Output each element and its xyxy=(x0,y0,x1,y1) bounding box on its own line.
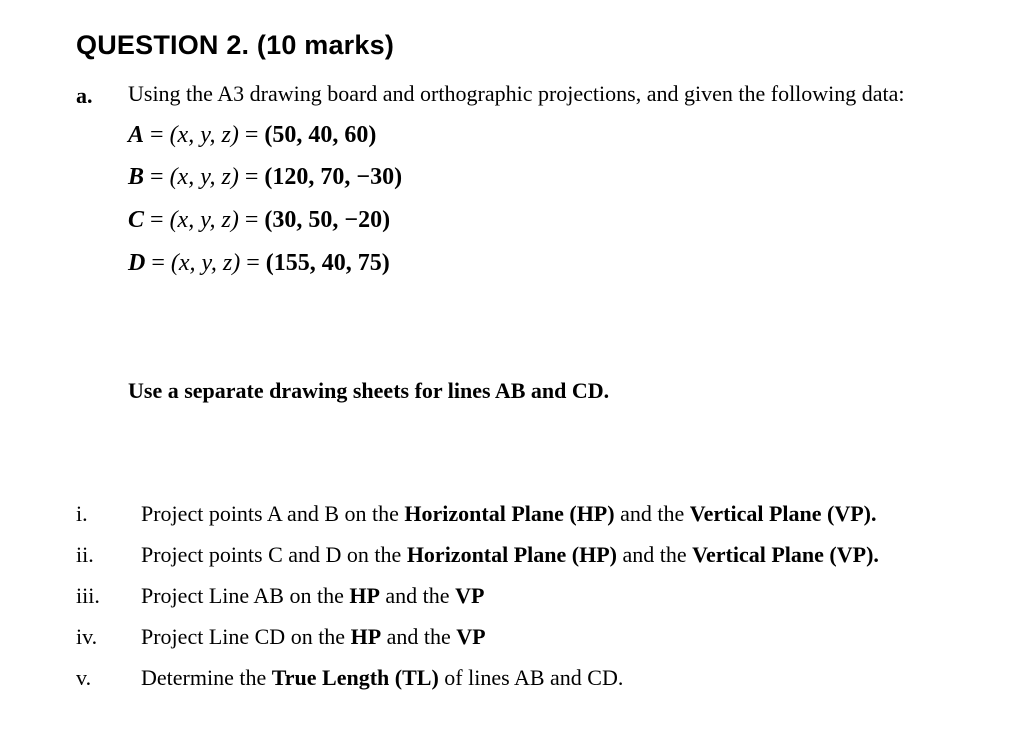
point-name: D xyxy=(128,250,146,276)
task-number: v. xyxy=(76,665,92,690)
task-item-v xyxy=(0,665,1024,695)
equation-point-a xyxy=(128,122,376,149)
drawing-sheet-note: Use a separate drawing sheets for lines AB and CD. xyxy=(128,378,610,403)
task-item-iii xyxy=(0,583,1024,613)
coords-label: (x, y, z) xyxy=(169,207,239,233)
point-values: (30, 50, −20) xyxy=(264,207,391,233)
task-text-part: Project Line AB on the xyxy=(141,583,350,608)
task-text-emphasis: VP xyxy=(456,624,486,649)
point-values: (155, 40, 75) xyxy=(265,250,390,276)
question-heading: QUESTION 2. (10 marks) xyxy=(76,30,395,60)
task-number: i. xyxy=(76,501,88,526)
coords-label: (x, y, z) xyxy=(169,164,239,190)
coords-label: (x, y, z) xyxy=(170,250,241,276)
task-number: ii. xyxy=(76,542,94,567)
task-text-part: and the xyxy=(379,583,456,608)
equals-sign: = xyxy=(246,250,260,276)
task-text-emphasis: Horizontal Plane (HP) xyxy=(404,501,615,526)
task-text-part: and the xyxy=(614,501,690,526)
task-text xyxy=(141,624,486,650)
task-text-part: and the xyxy=(381,624,457,649)
point-name: B xyxy=(128,164,145,190)
task-number: iv. xyxy=(76,624,98,649)
task-text-part: Determine the xyxy=(141,665,272,690)
coords-label: (x, y, z) xyxy=(169,122,239,148)
task-text-emphasis: VP xyxy=(455,583,485,608)
equals-sign: = xyxy=(150,164,164,190)
equals-sign: = xyxy=(150,207,164,233)
equals-sign: = xyxy=(244,164,259,190)
equals-sign: = xyxy=(150,122,164,148)
task-text xyxy=(141,501,876,527)
task-item-ii xyxy=(0,542,1024,572)
task-text xyxy=(141,542,879,568)
equation-point-d xyxy=(128,250,390,277)
task-text-part: of lines AB and CD. xyxy=(438,665,624,690)
part-marker: a. xyxy=(76,83,93,108)
task-text xyxy=(141,583,484,609)
task-text-emphasis: Vertical Plane (VP). xyxy=(689,501,877,526)
point-name: C xyxy=(128,207,145,233)
equals-sign: = xyxy=(151,250,165,276)
equals-sign: = xyxy=(244,207,259,233)
task-text-part: and the xyxy=(617,542,693,567)
task-text-emphasis: HP xyxy=(350,624,382,649)
task-text-emphasis: Vertical Plane (VP). xyxy=(692,542,879,567)
task-text-emphasis: True Length (TL) xyxy=(271,665,439,690)
task-text-part: Project points C and D on the xyxy=(141,542,407,567)
task-item-i xyxy=(0,501,1024,531)
equals-sign: = xyxy=(244,122,259,148)
point-values: (120, 70, −30) xyxy=(264,164,403,190)
point-name: A xyxy=(128,122,145,148)
task-text-emphasis: Horizontal Plane (HP) xyxy=(406,542,617,567)
task-number: iii. xyxy=(76,583,100,608)
task-text-emphasis: HP xyxy=(349,583,380,608)
task-item-iv xyxy=(0,624,1024,654)
task-text-part: Project Line CD on the xyxy=(141,624,351,649)
equation-point-b xyxy=(128,164,402,191)
point-values: (50, 40, 60) xyxy=(264,122,377,148)
task-text-part: Project points A and B on the xyxy=(141,501,405,526)
equation-point-c xyxy=(128,207,390,234)
task-text xyxy=(141,665,623,691)
intro-text: Using the A3 drawing board and orthographic projections, and given the following data: xyxy=(128,81,905,106)
